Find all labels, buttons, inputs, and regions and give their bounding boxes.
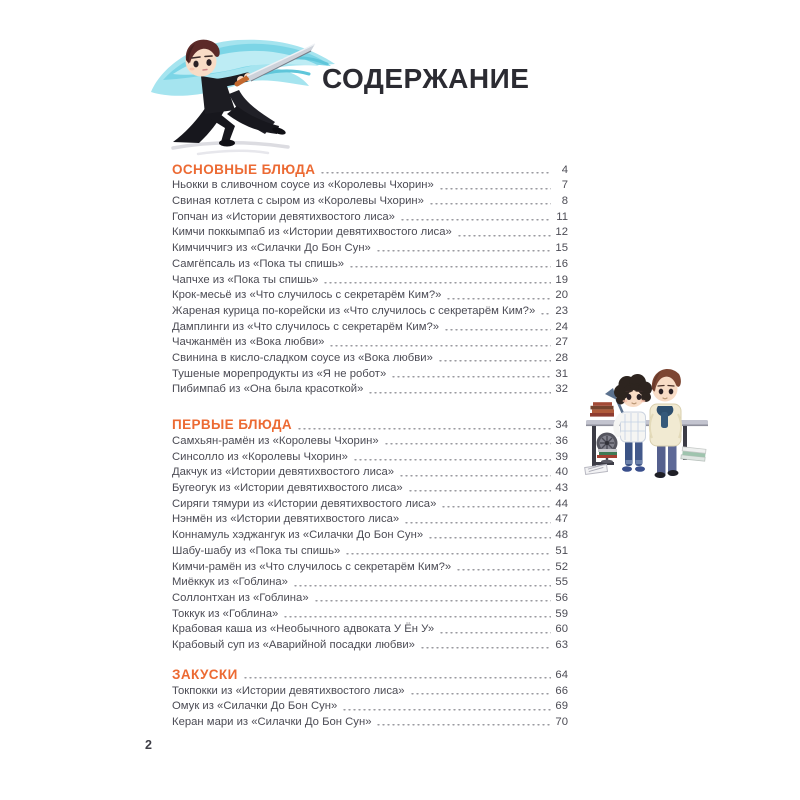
dot-leader bbox=[540, 313, 551, 316]
dot-leader bbox=[297, 428, 551, 431]
entry-label: Ньокки в сливочном соусе из «Королевы Чхорин» bbox=[172, 179, 434, 192]
dot-leader bbox=[399, 475, 551, 478]
toc-entry bbox=[172, 621, 568, 637]
dot-leader bbox=[429, 203, 551, 206]
entry-label: Крабовая каша из «Необычного адвоката У Ён У» bbox=[172, 623, 435, 636]
toc-entry bbox=[172, 682, 568, 698]
dot-leader bbox=[420, 647, 551, 650]
dot-leader bbox=[353, 459, 551, 462]
entry-page: 60 bbox=[555, 623, 568, 636]
dot-leader bbox=[376, 250, 551, 253]
entry-label: Токкук из «Гоблина» bbox=[172, 607, 279, 620]
entry-page: 15 bbox=[555, 242, 568, 255]
toc-section-header bbox=[172, 411, 568, 433]
entry-label: Тушеные морепродукты из «Я не робот» bbox=[172, 367, 387, 380]
entry-page: 66 bbox=[555, 684, 568, 697]
entry-label: Омук из «Силачки До Бон Сун» bbox=[172, 700, 338, 713]
toc-entry bbox=[172, 511, 568, 527]
entry-page: 69 bbox=[555, 700, 568, 713]
page-number: 2 bbox=[145, 738, 152, 752]
dot-leader bbox=[349, 266, 551, 269]
dot-leader bbox=[439, 188, 551, 191]
entry-label: Жареная курица по-корейски из «Что случилось с секретарём Ким?» bbox=[172, 304, 536, 317]
entry-label: Шабу-шабу из «Пока ты спишь» bbox=[172, 544, 341, 557]
toc-entry bbox=[172, 240, 568, 256]
entry-page: 7 bbox=[561, 179, 568, 192]
section-title: ЗАКУСКИ bbox=[172, 666, 238, 682]
dot-leader bbox=[376, 724, 551, 727]
toc-entry bbox=[172, 255, 568, 271]
entry-label: Гопчан из «Истории девятихвостого лиса» bbox=[172, 210, 395, 223]
toc-entry bbox=[172, 527, 568, 543]
dot-leader bbox=[293, 585, 551, 588]
dot-leader bbox=[410, 693, 551, 696]
toc-entry bbox=[172, 271, 568, 287]
entry-label: Коннамуль хэджангук из «Силачки До Бон Сун» bbox=[172, 529, 424, 542]
toc-entry bbox=[172, 303, 568, 319]
entry-page: 19 bbox=[555, 273, 568, 286]
toc-entry bbox=[172, 287, 568, 303]
entry-page: 55 bbox=[555, 576, 568, 589]
section-entries bbox=[172, 433, 568, 653]
man-figure bbox=[650, 369, 681, 478]
entry-label: Свинина в кисло-сладком соусе из «Вока любви» bbox=[172, 351, 433, 364]
dot-leader bbox=[283, 616, 551, 619]
dot-leader bbox=[441, 506, 551, 509]
entry-page: 16 bbox=[555, 257, 568, 270]
dot-leader bbox=[404, 522, 551, 525]
entry-page: 11 bbox=[556, 210, 568, 223]
toc-entry bbox=[172, 334, 568, 350]
dot-leader bbox=[391, 376, 551, 379]
entry-page: 43 bbox=[555, 482, 568, 495]
toc-entry bbox=[172, 714, 568, 730]
entry-page: 31 bbox=[555, 367, 568, 380]
entry-page: 48 bbox=[555, 529, 568, 542]
entry-label: Бугеогук из «Истории девятихвостого лиса» bbox=[172, 482, 403, 495]
toc-entry bbox=[172, 193, 568, 209]
toc-section bbox=[172, 155, 568, 397]
entry-label: Синсолло из «Королевы Чхорин» bbox=[172, 450, 348, 463]
section-page: 34 bbox=[555, 419, 568, 432]
toc-entry bbox=[172, 495, 568, 511]
entry-label: Самгёпсаль из «Пока ты спишь» bbox=[172, 257, 345, 270]
entry-page: 12 bbox=[555, 226, 568, 239]
toc-entry bbox=[172, 318, 568, 334]
entry-page: 20 bbox=[555, 289, 568, 302]
entry-label: Кимчи поккымпаб из «Истории девятихвостого лиса» bbox=[172, 226, 452, 239]
entry-label: Дакчук из «Истории девятихвостого лиса» bbox=[172, 466, 395, 479]
dot-leader bbox=[384, 443, 551, 446]
toc-entry bbox=[172, 224, 568, 240]
entry-label: Кимчи-рамён из «Что случилось с секретарём Ким?» bbox=[172, 560, 452, 573]
toc-entry bbox=[172, 350, 568, 366]
toc-section-header bbox=[172, 155, 568, 177]
entry-label: Миёккук из «Гоблина» bbox=[172, 576, 288, 589]
page-title: СОДЕРЖАНИЕ bbox=[322, 63, 530, 94]
entry-page: 63 bbox=[555, 638, 568, 651]
section-page: 4 bbox=[561, 163, 568, 176]
entry-page: 28 bbox=[555, 351, 568, 364]
section-page: 64 bbox=[555, 668, 568, 681]
dot-leader bbox=[456, 569, 551, 572]
entry-page: 8 bbox=[561, 195, 568, 208]
entry-page: 32 bbox=[555, 383, 568, 396]
toc-entry bbox=[172, 365, 568, 381]
entry-page: 44 bbox=[555, 497, 568, 510]
dot-leader bbox=[323, 282, 551, 285]
entry-label: Соллонтхан из «Гоблина» bbox=[172, 591, 309, 604]
toc-entry bbox=[172, 464, 568, 480]
entry-page: 52 bbox=[555, 560, 568, 573]
dot-leader bbox=[342, 709, 551, 712]
dot-leader bbox=[446, 298, 551, 301]
entry-label: Крабовый суп из «Аварийной посадки любви» bbox=[172, 638, 415, 651]
entry-label: Дамплинги из «Что случилось с секретарём Ким?» bbox=[172, 320, 440, 333]
toc-entry bbox=[172, 605, 568, 621]
entry-page: 23 bbox=[555, 304, 568, 317]
dot-leader bbox=[428, 537, 551, 540]
entry-label: Чапчхе из «Пока ты спишь» bbox=[172, 273, 319, 286]
entry-page: 59 bbox=[555, 607, 568, 620]
dot-leader bbox=[345, 553, 551, 556]
toc-entry bbox=[172, 381, 568, 397]
section-entries bbox=[172, 177, 568, 397]
toc-entry bbox=[172, 177, 568, 193]
characters-at-desk-illustration bbox=[583, 356, 723, 478]
entry-label: Токпокки из «Истории девятихвостого лиса» bbox=[172, 684, 405, 697]
dot-leader bbox=[438, 360, 551, 363]
entry-label: Чачжанмён из «Вока любви» bbox=[172, 336, 325, 349]
toc-entry bbox=[172, 590, 568, 606]
toc-entry bbox=[172, 574, 568, 590]
toc-entry bbox=[172, 698, 568, 714]
dot-leader bbox=[439, 632, 551, 635]
dot-leader bbox=[408, 490, 551, 493]
entry-page: 27 bbox=[555, 336, 568, 349]
dot-leader bbox=[329, 345, 551, 348]
toc-entry bbox=[172, 637, 568, 653]
dot-leader bbox=[444, 329, 551, 332]
entry-label: Керан мари из «Силачки До Бон Сун» bbox=[172, 716, 372, 729]
swordsman-illustration bbox=[143, 30, 343, 160]
dot-leader bbox=[400, 219, 551, 222]
entry-label: Пибимпаб из «Она была красоткой» bbox=[172, 383, 364, 396]
entry-page: 39 bbox=[555, 450, 568, 463]
entry-label: Кимчиччигэ из «Силачки До Бон Сун» bbox=[172, 242, 371, 255]
toc-entry bbox=[172, 558, 568, 574]
dot-leader bbox=[368, 392, 551, 395]
section-title: ОСНОВНЫЕ БЛЮДА bbox=[172, 161, 316, 177]
dot-leader bbox=[314, 600, 551, 603]
entry-label: Крок-месьё из «Что случилось с секретарём Ким?» bbox=[172, 289, 442, 302]
dot-leader bbox=[457, 235, 551, 238]
toc-entry bbox=[172, 208, 568, 224]
entry-page: 36 bbox=[555, 435, 568, 448]
dot-leader bbox=[320, 172, 551, 175]
toc bbox=[172, 155, 568, 729]
entry-label: Самхьян-рамён из «Королевы Чхорин» bbox=[172, 435, 379, 448]
entry-label: Нэнмён из «Истории девятихвостого лиса» bbox=[172, 513, 400, 526]
section-entries bbox=[172, 682, 568, 729]
toc-section-header bbox=[172, 660, 568, 682]
entry-page: 51 bbox=[555, 544, 568, 557]
dot-leader bbox=[243, 677, 551, 680]
toc-section bbox=[172, 411, 568, 653]
section-title: ПЕРВЫЕ БЛЮДА bbox=[172, 417, 293, 433]
toc-entry bbox=[172, 448, 568, 464]
toc-entry bbox=[172, 542, 568, 558]
toc-section bbox=[172, 660, 568, 729]
toc-entry bbox=[172, 480, 568, 496]
entry-page: 70 bbox=[555, 716, 568, 729]
toc-entry bbox=[172, 433, 568, 449]
entry-page: 47 bbox=[555, 513, 568, 526]
entry-page: 40 bbox=[555, 466, 568, 479]
entry-label: Сиряги тямури из «Истории девятихвостого лиса» bbox=[172, 497, 437, 510]
entry-label: Свиная котлета с сыром из «Королевы Чхорин» bbox=[172, 195, 424, 208]
entry-page: 24 bbox=[555, 320, 568, 333]
entry-page: 56 bbox=[555, 591, 568, 604]
